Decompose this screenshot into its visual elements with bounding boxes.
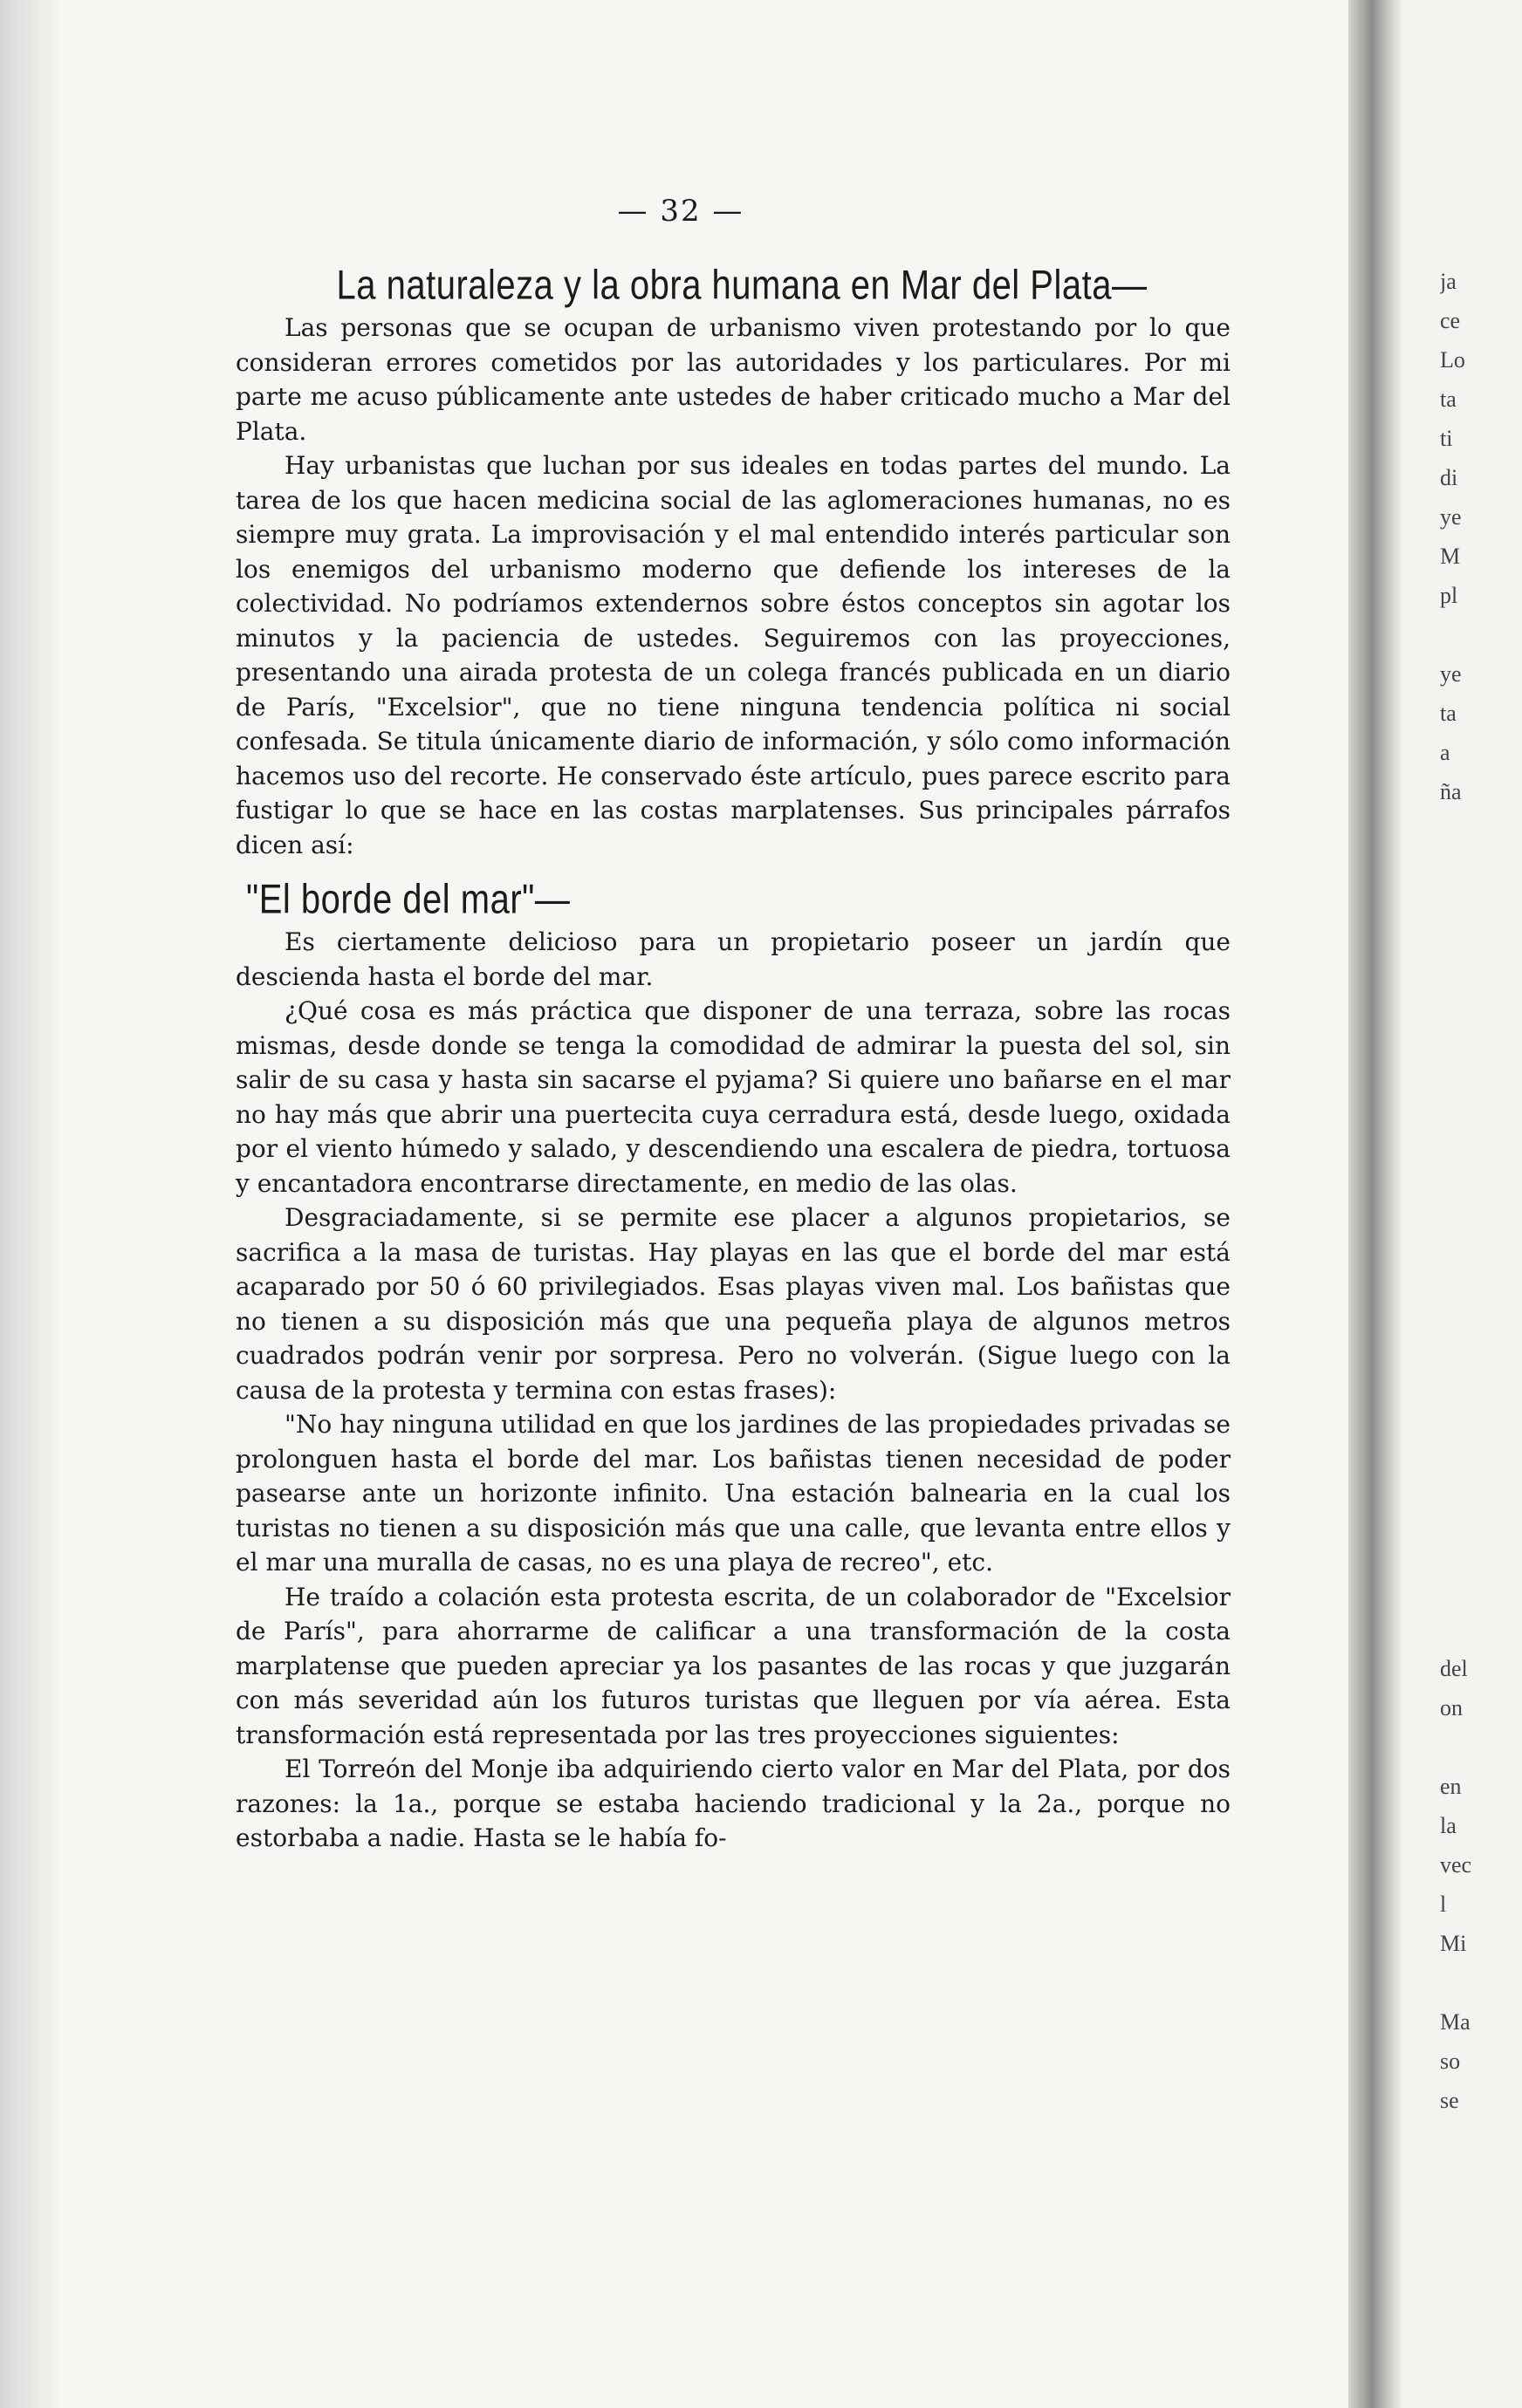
fragment xyxy=(1440,1727,1519,1767)
fragment: l xyxy=(1440,1892,1447,1917)
fragment: so xyxy=(1440,2049,1461,2074)
fragment: on xyxy=(1440,1695,1463,1720)
fragment: Lo xyxy=(1440,347,1465,373)
fragment: ta xyxy=(1440,701,1457,726)
fragment: ce xyxy=(1440,308,1461,333)
fragment: se xyxy=(1440,2088,1459,2113)
intro-paragraph-1: Las personas que se ocupan de urbanismo viven protestando por lo que consideran errores cometidos por las autoridades y los particulares. Por mi parte me acuso públicamente ante ustedes de haber criticado mucho a Mar del Plata. xyxy=(236,313,1231,446)
fragment: Ma xyxy=(1440,2009,1471,2035)
fragment: pl xyxy=(1440,583,1458,608)
fragment xyxy=(1440,1963,1519,2002)
book-gutter-shadow xyxy=(1348,0,1401,2408)
fragment: a xyxy=(1440,740,1450,765)
quote-paragraph-2: ¿Qué cosa es más práctica que disponer de una terraza, sobre las rocas mismas, desde donde se tenga la comodidad de admirar la puesta del sol, sin salir de su casa y hasta sin sacarse el pyjama? Si quiere uno bañarse en el mar no hay más que abrir una puertecita cuya cerradura está, desde luego, oxidada por el viento húmedo y salado, y descendiendo una escalera de piedra, tortuosa y encantadora encontrarse directamente, en medio de las olas. xyxy=(236,996,1231,1198)
fragment: M xyxy=(1440,544,1461,569)
page-left-edge-shadow xyxy=(0,0,61,2408)
quote-paragraph-1: Es ciertamente delicioso para un propietario poseer un jardín que descienda hasta el borde del mar. xyxy=(236,927,1231,991)
body-paragraph-5: He traído a colación esta protesta escrita, de un colaborador de "Excelsior de París", para ahorrarme de calificar a una transformación de la costa marplatense que pueden apreciar ya los pasantes de las rocas y que juzgarán con más severidad aún los futuros turistas que lleguen por vía aérea. Esta transformación está representada por las tres proyecciones siguientes: xyxy=(236,1582,1231,1749)
adjacent-page-fragments-bottom xyxy=(1440,1649,1519,2120)
quote-paragraph-4: "No hay ninguna utilidad en que los jardines de las propiedades privadas se prolonguen hasta el borde del mar. Los bañistas tienen necesidad de poder pasearse ante un horizonte infinito. Una estación balnearia en la cual los turistas no tienen a su disposición más que una calle, que levanta entre ellos y el mar una muralla de casas, no es una playa de recreo", etc. xyxy=(236,1410,1231,1577)
fragment: ta xyxy=(1440,387,1457,412)
fragment: en xyxy=(1440,1774,1462,1799)
fragment: ye xyxy=(1440,504,1462,530)
fragment: di xyxy=(1440,465,1458,490)
fragment: ja xyxy=(1440,269,1457,294)
page-body xyxy=(236,262,1231,1856)
fragment: ti xyxy=(1440,426,1453,451)
fragment: ña xyxy=(1440,779,1462,804)
quote-paragraph-3: Desgraciadamente, si se permite ese placer a algunos propietarios, se sacrifica a la masa de turistas. Hay playas en las que el borde del mar está acaparado por 50 ó 60 privilegiados. Esas playas viven mal. Los bañistas que no tienen a su disposición más que una pequeña playa de algunos metros cuadrados podrán venir por sorpresa. Pero no volverán. (Sigue luego con la causa de la protesta y termina con estas frases): xyxy=(236,1203,1231,1405)
section-subheading: "El borde del mar"— xyxy=(246,877,571,922)
fragment: ye xyxy=(1440,661,1462,687)
fragment: Mi xyxy=(1440,1931,1467,1956)
intro-paragraph-2: Hay urbanistas que luchan por sus ideales en todas partes del mundo. La tarea de los que hacen medicina social de las aglomeraciones humanas, no es siempre muy grata. La improvisación y el mal entendido interés particular son los enemigos del urbanismo moderno que defiende los intereses de la colectividad. No podríamos extendernos sobre éstos conceptos sin agotar los minutos y la paciencia de ustedes. Seguiremos con las proyecciones, presentando una airada protesta de un colega francés publicada en un diario de París, "Excelsior", que no tiene ninguna tendencia política ni social confesada. Se titula únicamente diario de información, y sólo como información hacemos uso del recorte. He conservado éste artículo, pues parece escrito para fustigar lo que se hace en las costas marplatenses. Sus principales párrafos dicen así: xyxy=(236,451,1231,859)
adjacent-page-fragments-top xyxy=(1440,262,1519,811)
body-paragraph-6: El Torreón del Monje iba adquiriendo cierto valor en Mar del Plata, por dos razones: la 1a., porque se estaba haciendo tradicional y la 2a., porque no estorbaba a nadie. Hasta se le había fo- xyxy=(236,1755,1231,1852)
article-heading: La naturaleza y la obra humana en Mar del Plata— xyxy=(336,263,1148,308)
fragment: la xyxy=(1440,1813,1457,1838)
fragment xyxy=(1440,615,1519,654)
page-number: — 32 — xyxy=(617,194,744,229)
fragment: del xyxy=(1440,1656,1468,1681)
fragment: vec xyxy=(1440,1852,1472,1878)
